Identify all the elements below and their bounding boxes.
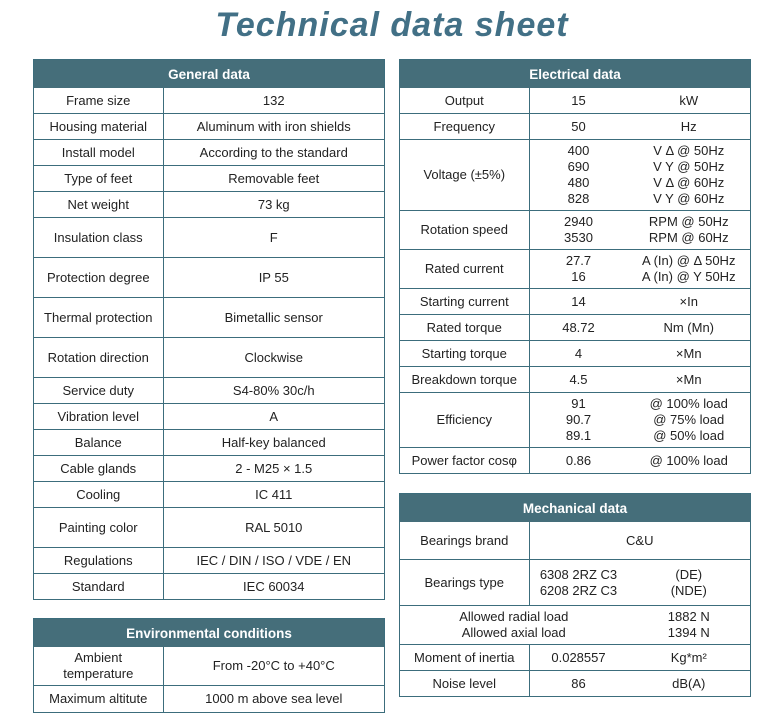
row-label: Moment of inertia [400,645,530,670]
row-label: Rotation speed [400,211,530,249]
row-value: IEC 60034 [243,578,305,594]
row-value: 50 [571,118,586,134]
table-row [400,139,750,210]
table-row [34,377,384,403]
row-label: Efficiency [400,393,530,447]
row-value: According to the standard [199,144,348,160]
row-unit: V Δ @ 50Hz [653,143,725,158]
table-row [400,366,750,392]
table-row [34,647,384,685]
row-unit: V Δ @ 60Hz [653,175,725,190]
row-unit: Hz [680,118,697,134]
table-row [400,670,750,696]
row-unit: (NDE) [670,582,707,598]
row-label: Bearings type [400,560,530,605]
row-values [530,645,628,670]
row-unit: A (In) @ Δ 50Hz [642,253,736,268]
row-units [628,140,751,210]
row-value: 86 [571,675,586,691]
row-unit: RPM @ 50Hz [648,214,729,229]
table-row [34,257,384,297]
row-label: Rated torque [400,315,530,340]
table-row [34,429,384,455]
row-label: Regulations [34,548,164,573]
row-value: 400 [567,143,590,158]
table-row [400,288,750,314]
row-unit: Nm (Mn) [663,319,715,335]
row-values [530,367,628,392]
row-label: Thermal protection [34,298,164,337]
row-value: IEC / DIN / ISO / VDE / EN [196,552,352,568]
row-values [530,114,628,139]
row-value: IP 55 [258,269,289,285]
row-unit: V Y @ 50Hz [653,159,725,174]
row-label: Bearings brand [400,522,530,559]
row-values [530,250,628,288]
table-row [400,249,750,288]
row-value: 14 [571,293,586,309]
row-values [530,393,628,447]
row-value: A [269,408,279,424]
row-value: 16 [571,269,586,284]
table-row [34,481,384,507]
row-label: Allowed radial load [459,609,569,624]
row-units [628,606,751,644]
table-row [34,455,384,481]
row-label: Noise level [400,671,530,696]
row-units [628,671,751,696]
row-value: 6208 2RZ C3 [539,582,618,598]
environmental-conditions-table [33,618,385,713]
row-unit: Kg*m² [670,649,707,665]
row-value: 48.72 [562,319,595,335]
row-values [530,211,628,249]
row-values [530,88,628,113]
row-unit: ×Mn [675,371,702,387]
row-units [628,114,751,139]
table-row [34,191,384,217]
electrical-data-header: Electrical data [400,60,750,88]
row-label: Install model [34,140,164,165]
row-label: Type of feet [34,166,164,191]
table-row [34,297,384,337]
row-unit: 1882 N [667,609,710,624]
table-row [34,403,384,429]
environmental-conditions-header: Environmental conditions [34,619,384,647]
table-row [400,644,750,670]
row-value: 132 [262,92,285,108]
row-label: Standard [34,574,164,599]
row-value: 6308 2RZ C3 [539,566,618,582]
row-units [628,88,751,113]
row-label: Vibration level [34,404,164,429]
row-value: 27.7 [565,253,592,268]
row-label: Starting current [400,289,530,314]
row-unit: ×Mn [675,345,702,361]
row-values [530,341,628,366]
row-label: Starting torque [400,341,530,366]
row-units [628,289,751,314]
row-label: Cooling [34,482,164,507]
row-value: Half-key balanced [221,434,326,450]
row-label: Service duty [34,378,164,403]
row-value: 2940 [564,214,593,229]
row-label: Net weight [34,192,164,217]
row-units [628,560,751,605]
row-value: From -20°C to +40°C [212,658,335,673]
table-row [400,340,750,366]
row-unit: ×In [679,293,698,309]
row-labels [400,606,628,644]
row-units [628,367,751,392]
general-data-header: General data [34,60,384,88]
general-data-body [34,88,384,599]
row-value: 2 - M25 × 1.5 [235,460,313,476]
row-units [628,341,751,366]
electrical-data-body [400,88,750,473]
table-row [34,547,384,573]
row-label: Frame size [34,88,164,113]
table-row [400,314,750,340]
row-unit: 1394 N [667,625,710,640]
row-unit: kW [679,92,699,108]
row-value: C&U [626,532,654,548]
row-label: Voltage (±5%) [400,140,530,210]
row-units [628,393,751,447]
table-row [34,88,384,113]
content-columns [0,59,784,713]
row-units [628,448,751,473]
table-row [34,139,384,165]
row-units [628,211,751,249]
row-unit: dB(A) [672,675,706,691]
row-value: RAL 5010 [245,519,303,535]
row-value: 4 [574,345,583,361]
row-values [530,448,628,473]
row-label: Painting color [34,508,164,547]
row-value: S4-80% 30c/h [232,382,315,398]
right-column [399,59,751,713]
row-value: 1000 m above sea level [205,691,343,706]
row-units [628,645,751,670]
row-value: Aluminum with iron shields [196,118,351,134]
table-row [34,165,384,191]
row-unit: A (In) @ Y 50Hz [641,269,736,284]
table-row [400,605,750,644]
row-values [530,560,628,605]
row-units [628,315,751,340]
row-value: 89.1 [565,428,592,443]
row-label: Housing material [34,114,164,139]
row-value: Clockwise [244,349,303,365]
row-units [628,250,751,288]
table-row [400,88,750,113]
row-value: 690 [567,159,590,174]
table-row [34,217,384,257]
row-values [530,315,628,340]
row-value: IC 411 [255,486,293,502]
row-value: 828 [567,191,590,206]
table-row [34,685,384,712]
row-value: 0.028557 [551,649,606,665]
mechanical-data-body [400,522,750,696]
mechanical-data-header: Mechanical data [400,494,750,522]
row-label: Cable glands [34,456,164,481]
left-column [33,59,385,713]
electrical-data-table [399,59,751,474]
environmental-conditions-body [34,647,384,712]
row-value: Removable feet [228,170,320,186]
row-unit: @ 100% load [649,396,728,411]
row-values [530,289,628,314]
row-label: Insulation class [34,218,164,257]
row-value: 91 [571,396,586,411]
row-label: Breakdown torque [400,367,530,392]
row-label: Protection degree [34,258,164,297]
row-unit: RPM @ 60Hz [648,230,729,245]
row-label: Balance [34,430,164,455]
row-value: 90.7 [565,412,592,427]
row-unit: (DE) [675,566,703,582]
row-label: Output [400,88,530,113]
general-data-table [33,59,385,600]
row-value: 15 [571,92,586,108]
row-label: Power factor cosφ [400,448,530,473]
mechanical-data-table [399,493,751,697]
row-label: Maximum altitute [34,686,164,712]
row-label: Ambient temperature [34,647,164,685]
table-row [400,210,750,249]
table-row [400,447,750,473]
table-row [400,559,750,605]
table-row [400,113,750,139]
row-label: Rated current [400,250,530,288]
row-value: 73 kg [257,196,290,212]
row-unit: V Y @ 60Hz [653,191,725,206]
table-row [34,573,384,599]
row-label: Allowed axial load [461,625,566,640]
table-row [34,337,384,377]
row-value: 0.86 [565,452,592,468]
row-value: 4.5 [569,371,588,387]
table-row [34,113,384,139]
row-value: Bimetallic sensor [224,309,323,325]
row-values [530,140,628,210]
table-row [34,507,384,547]
row-label: Rotation direction [34,338,164,377]
row-value: F [269,229,278,245]
row-values [530,671,628,696]
table-row [400,522,750,559]
row-value: 480 [567,175,590,190]
row-value: 3530 [564,230,593,245]
page-title: Technical data sheet [215,6,569,44]
row-unit: @ 50% load [653,428,725,443]
row-label: Frequency [400,114,530,139]
row-unit: @ 75% load [653,412,725,427]
table-row [400,392,750,447]
row-unit: @ 100% load [649,452,728,468]
